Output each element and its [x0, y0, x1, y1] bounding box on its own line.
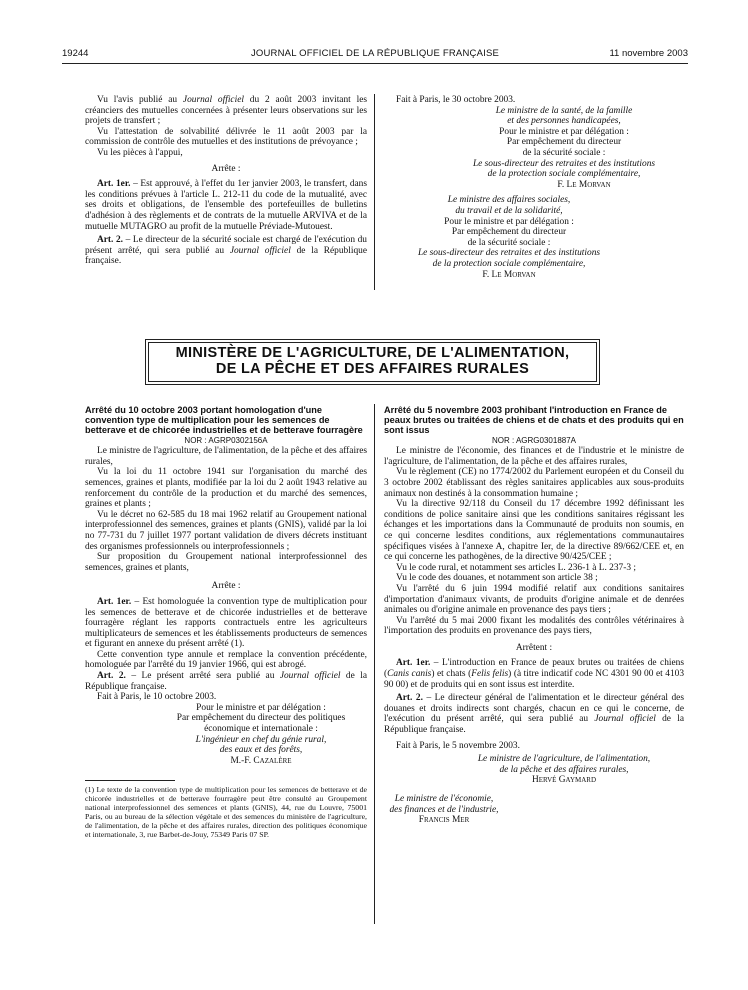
article-2: Art. 2. – Le directeur de la sécurité sociale est chargé de l'exécution du présent arrêté, qui sera publié au Journal officiel de la République française.: [85, 235, 367, 267]
signatory-name: F. Le Morvan: [482, 269, 536, 280]
signing-date: Fait à Paris, le 5 novembre 2003.: [396, 740, 520, 751]
signature-block: Le ministre de l'agriculture, de l'alimentation, de la pêche et des affaires rurales, Hervé Gaymard: [444, 754, 684, 786]
signatory-name: Hervé Gaymard: [531, 775, 597, 786]
paragraph: Vu l'arrêté du 6 juin 1994 modifié relatif aux conditions sanitaires d'importation d'animaux vivants, de produits d'origine animale et de denrées animales ou d'origine animale en provenance des pays tiers ;: [384, 583, 684, 616]
top-right-column: [384, 95, 684, 280]
paragraph: Cette convention type annule et remplace la convention précédente, homologuée par l'arrêté du 19 janvier 1966, qui est abrogé.: [85, 649, 367, 671]
signatory-name: Francis Mer: [418, 815, 470, 826]
arrete-heading: Arrête :: [211, 163, 241, 174]
column-divider-top: [374, 94, 375, 290]
signing-date: Fait à Paris, le 10 octobre 2003.: [97, 692, 217, 703]
nor-reference: NOR : AGRG0301887A: [491, 435, 577, 445]
top-left-column: [85, 95, 367, 267]
paragraph: Vu l'attestation de solvabilité délivrée le 11 août 2003 par la commission de contrôle des mutuelles et des institutions de prévoyance ;: [85, 126, 367, 148]
paragraph: Le ministre de l'économie, des finances et de l'industrie et le ministre de l'agriculture, de l'alimentation, de la pêche et des affaires rurales,: [384, 446, 684, 467]
paragraph: Vu la loi du 11 octobre 1941 sur l'organisation du marché des semences, graines et plants, modifiée par la loi du 2 août 1943 relative au renforcement du contrôle de la production et du marché des semences, graines et plants ;: [85, 467, 367, 510]
arrete-heading: Arrêtent :: [515, 642, 553, 653]
signatory-name: F. Le Morvan: [557, 179, 611, 190]
article-1: Art. 1er. – Est homologuée la convention type de multiplication pour les semences de betterave et de chicorée industrielles et de betterave fourragère réglant les rapports contractuels entre les agriculteurs multiplicateurs de semences et les établissements producteurs de semences et figurant en annexe du présent arrêté (1).: [85, 596, 367, 650]
article-2: Art. 2. – Le directeur général de l'alimentation et le directeur général des douanes et droits indirects sont chargés, chacun en ce qui le concerne, de l'exécution du présent arrêté, qui sera publié au Journal officiel de la République française.: [384, 693, 684, 736]
signatory-name: M.-F. Cazalère: [230, 755, 292, 766]
footnote: (1) Le texte de la convention type de multiplication pour les semences de betterave et de chicorée industrielles et de betterave fourragère peut être consulté au Groupement national interprofessionnel des semences et plants (GNIS), 44, rue du Louvre, 75001 Paris, ou au bureau de la sélection végétale et des semences du ministère de l'agriculture, de l'alimentation, de la pêche et des affaires rurales, direction des politiques économique et internationale, 3, rue Barbet-de-Jouy, 75349 Paris 07 SP.: [85, 785, 367, 840]
paragraph: Sur proposition du Groupement national interprofessionnel des semences, graines et plants,: [85, 552, 367, 573]
paragraph: Vu le décret no 62-585 du 18 mai 1962 relatif au Groupement national interprofessionnel des semences, graines et plants (GNIS), validé par la loi no 77-731 du 7 juillet 1977 portant validation de divers décrets instituant des organismes professionnels ou interprofessionnels ;: [85, 509, 367, 552]
column-divider-bottom: [374, 404, 375, 924]
article-2: Art. 2. – Le présent arrêté sera publié au Journal officiel de la République française.: [85, 671, 367, 692]
issue-date: 11 novembre 2003: [609, 48, 688, 59]
article-1: Art. 1er. – Est approuvé, à l'effet du 1er janvier 2003, le transfert, dans les conditions prévues à l'article L. 212-11 du code de la mutualité, avec ses droits et obligations, de l'ensemble des portefeuilles de bulletins d'adhésion à des règlements et de contrats de la mutuelle ARVIVA et de la mutuelle MUTAGRO au profit de la mutuelle Préviade-Mutouest.: [85, 179, 368, 232]
footnote-rule: [85, 780, 175, 781]
paragraph: Le ministre de l'agriculture, de l'alimentation, de la pêche et des affaires rurales,: [85, 446, 367, 467]
article-1: Art. 1er. – L'introduction en France de peaux brutes ou traitées de chiens (Canis canis) et chats (Felis felis) (à titre indicatif code NC 4301 90 00 et 4103 90 00) et de produits qui en sont issus est interdite.: [384, 658, 685, 690]
nor-reference: NOR : AGRP0302156A: [184, 435, 268, 445]
paragraph: Vu le code rural, et notamment ses articles L. 236-1 à L. 237-3 ;: [396, 562, 636, 573]
article-title: Arrêté du 5 novembre 2003 prohibant l'introduction en France de peaux brutes ou traitées de chiens et de chats et des produits qui en sont issus: [384, 405, 684, 436]
page-number: 19244: [62, 48, 89, 59]
article-title: Arrêté du 10 octobre 2003 portant homologation d'une convention type de multiplication pour les semences de betterave et de chicorée industrielles et de betterave fourragère: [85, 405, 363, 436]
signature-block: Pour le ministre et par délégation : Par empêchement du directeur des politiques économique et internationale : L'ingénieur en chef du génie rural, des eaux et des forêts, M.-F. Cazalère: [155, 703, 367, 767]
paragraph: Vu le règlement (CE) no 1774/2002 du Parlement européen et du Conseil du 3 octobre 2002 établissant des règles sanitaires applicables aux sous-produits animaux non destinés à la consommation humaine ;: [384, 467, 684, 499]
header-rule: [62, 63, 688, 64]
paragraph: Vu la directive 92/118 du Conseil du 17 décembre 1992 définissant les conditions de police sanitaire ainsi que les conditions sanitaires régissant les échanges et les importations dans la Communauté de produits non soumis, en ce qui concerne lesdites conditions, aux réglementations communautaires spécifiques visées à l'annexe A, chapitre Ier, de la directive 89/662/CEE et, en ce qui concerne les pathogènes, de la directive 90/425/CEE ;: [384, 499, 684, 563]
left-article: [85, 405, 367, 839]
signature-block: Le ministre de la santé, de la famille et des personnes handicapées, Pour le ministre et par délégation : Par empêchement du directeur de la sécurité sociale : Le sous-directeur des retraites et des institutions de la protection sociale complémentaire, F. Le Morvan: [444, 106, 684, 191]
signature-block: Le ministre de l'économie, des finances et de l'industrie, Francis Mer: [384, 794, 504, 826]
signature-block: Le ministre des affaires sociales, du travail et de la solidarité, Pour le ministre et par délégation : Par empêchement du directeur de la sécurité sociale : Le sous-directeur des retraites et des institutions de la protection sociale complémentaire, F. Le Morvan: [384, 195, 634, 280]
paragraph: Vu l'arrêté du 5 mai 2000 fixant les modalités des contrôles vétérinaires à l'importation des produits en provenance des pays tiers,: [384, 615, 684, 637]
signing-date: Fait à Paris, le 30 octobre 2003.: [396, 95, 516, 105]
ministry-banner: MINISTÈRE DE L'AGRICULTURE, DE L'ALIMENTATION, DE LA PÊCHE ET DES AFFAIRES RURALES: [148, 342, 597, 382]
journal-title: JOURNAL OFFICIEL DE LA RÉPUBLIQUE FRANÇAISE: [250, 48, 500, 59]
arrete-heading: Arrête :: [211, 581, 241, 592]
paragraph: Vu les pièces à l'appui,: [97, 147, 183, 158]
paragraph: Vu l'avis publié au Journal officiel du 2 août 2003 invitant les créanciers des mutuelles concernées à présenter leurs observations sur les projets de transfert ;: [85, 95, 367, 127]
paragraph: Vu le code des douanes, et notamment son article 38 ;: [396, 573, 598, 584]
page-header: [62, 48, 688, 62]
right-article: [384, 405, 684, 826]
